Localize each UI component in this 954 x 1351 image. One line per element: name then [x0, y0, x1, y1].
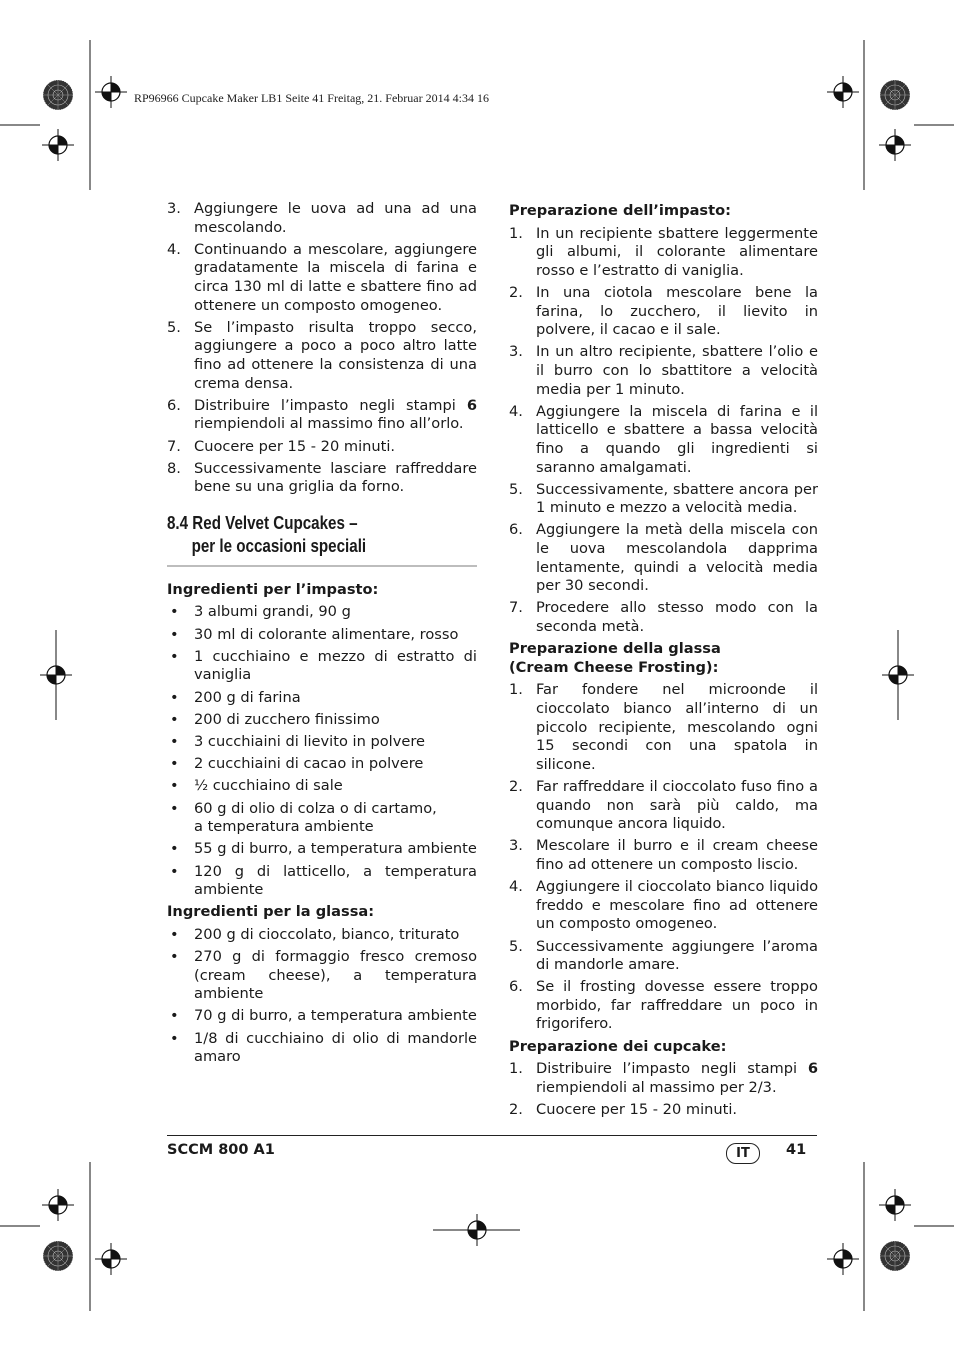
list-item: 3. Aggiungere le uova ad una ad una mescolando.	[167, 200, 477, 236]
ingredients-glaze-heading: Ingredienti per la glassa:	[167, 903, 375, 921]
list-item: 2. In una ciotola mescolare bene la farina, lo zucchero, il lievito in polvere, il cacao e il sale.	[509, 283, 818, 339]
list-item: 4. Aggiungere il cioccolato bianco liquido freddo e mescolare fino ad ottenere un composto omogeneo.	[509, 878, 818, 933]
prep-glaze-heading: Preparazione della glassa (Cream Cheese Frosting):	[509, 640, 721, 676]
list-item: • 200 g di farina	[170, 688, 301, 706]
list-item: • 200 g di cioccolato, bianco, triturato	[170, 925, 460, 943]
footer-divider	[167, 1135, 817, 1136]
list-item: 1. Far fondere nel microonde il cioccolato bianco all’interno di un piccolo recipiente, mescolando ogni 15 secondi con una spatola in silicone.	[509, 681, 818, 773]
list-item: • 1/8 di cucchiaino di olio di mandorle amaro	[170, 1029, 477, 1066]
prep-cupcakes-heading: Preparazione dei cupcake:	[509, 1037, 727, 1055]
list-item: 8. Successivamente lasciare raffreddare bene su una griglia da forno.	[167, 459, 477, 496]
print-header: RP96966 Cupcake Maker LB1 Seite 41 Freitag, 21. Februar 2014 4:34 16	[134, 91, 489, 105]
language-badge: IT	[726, 1143, 760, 1164]
list-item: 7. Procedere allo stesso modo con la seconda metà.	[509, 599, 818, 636]
list-item: 1. Distribuire l’impasto negli stampi 6 riempiendoli al massimo per 2/3.	[509, 1060, 818, 1096]
list-item: 5. Se l’impasto risulta troppo secco, aggiungere a poco a poco altro latte fino ad ottenere la consistenza di una crema densa.	[167, 318, 477, 392]
list-item: 2. Far raffreddare il cioccolato fuso fino a quando non sarà più caldo, ma comunque ancora liquido.	[509, 777, 818, 833]
list-item: 6. Aggiungere la metà della miscela con le uova mescolandola dapprima lentamente, quindi a velocità media per 30 secondi.	[509, 521, 818, 595]
list-item: • 30 ml di colorante alimentare, rosso	[170, 625, 459, 643]
page-number: 41	[786, 1142, 807, 1158]
list-item: 3. Mescolare il burro e il cream cheese fino ad ottenere un composto liscio.	[509, 837, 818, 873]
left-column	[167, 200, 477, 1070]
list-item: 1. In un recipiente sbattere leggermente gli albumi, il colorante alimentare rosso e l’estratto di vaniglia.	[509, 224, 818, 279]
list-item: • 55 g di burro, a temperatura ambiente	[170, 840, 477, 858]
ingredients-dough-heading: Ingredienti per l’impasto:	[167, 580, 379, 598]
list-item: • 1 cucchiaino e mezzo di estratto di vaniglia	[170, 647, 477, 684]
prep-dough-heading: Preparazione dell’impasto:	[509, 202, 731, 219]
list-item: • 200 di zucchero finissimo	[170, 710, 380, 728]
list-item: 2. Cuocere per 15 - 20 minuti.	[509, 1101, 738, 1119]
list-item: 6. Se il frosting dovesse essere troppo morbido, far raffreddare un poco in frigorifero.	[509, 978, 818, 1033]
list-item: 7. Cuocere per 15 - 20 minuti.	[167, 437, 396, 455]
model-number: SCCM 800 A1	[167, 1142, 275, 1158]
section-title: 8.4 Red Velvet Cupcakes – per le occasioni speciali	[167, 511, 367, 556]
section-divider	[167, 565, 477, 567]
list-item: 3. In un altro recipiente, sbattere l’olio e il burro con lo sbattitore a velocità media per 1 minuto.	[509, 343, 818, 398]
list-item: 6. Distribuire l’impasto negli stampi 6 riempiendoli al massimo fino all’orlo.	[167, 396, 477, 433]
right-column	[509, 200, 818, 1123]
list-item: • 3 cucchiaini di lievito in polvere	[170, 733, 425, 750]
list-item: • 120 g di latticello, a temperatura ambiente	[170, 862, 477, 899]
list-item: 5. Successivamente aggiungere l’aroma di mandorle amare.	[509, 937, 818, 974]
list-item: 4. Continuando a mescolare, aggiungere gradatamente la miscela di farina e circa 130 ml di latte e sbattere fino ad ottenere un composto omogeneo.	[167, 240, 477, 314]
list-item: • 2 cucchiaini di cacao in polvere	[170, 755, 424, 773]
list-item: • ½ cucchiaino di sale	[170, 777, 343, 795]
list-item: 5. Successivamente, sbattere ancora per 1 minuto e mezzo a velocità media.	[509, 480, 818, 517]
list-item: • 3 albumi grandi, 90 g	[170, 603, 351, 621]
list-item: • 270 g di formaggio fresco cremoso (cream cheese), a temperatura ambiente	[170, 948, 477, 1003]
list-item: • 70 g di burro, a temperatura ambiente	[170, 1007, 477, 1025]
list-item: 4. Aggiungere la miscela di farina e il latticello e sbattere a bassa velocità fino a quando gli ingredienti si saranno amalgamati.	[509, 402, 818, 476]
list-item: • 60 g di olio di colza o di cartamo, a temperatura ambiente	[170, 799, 437, 836]
